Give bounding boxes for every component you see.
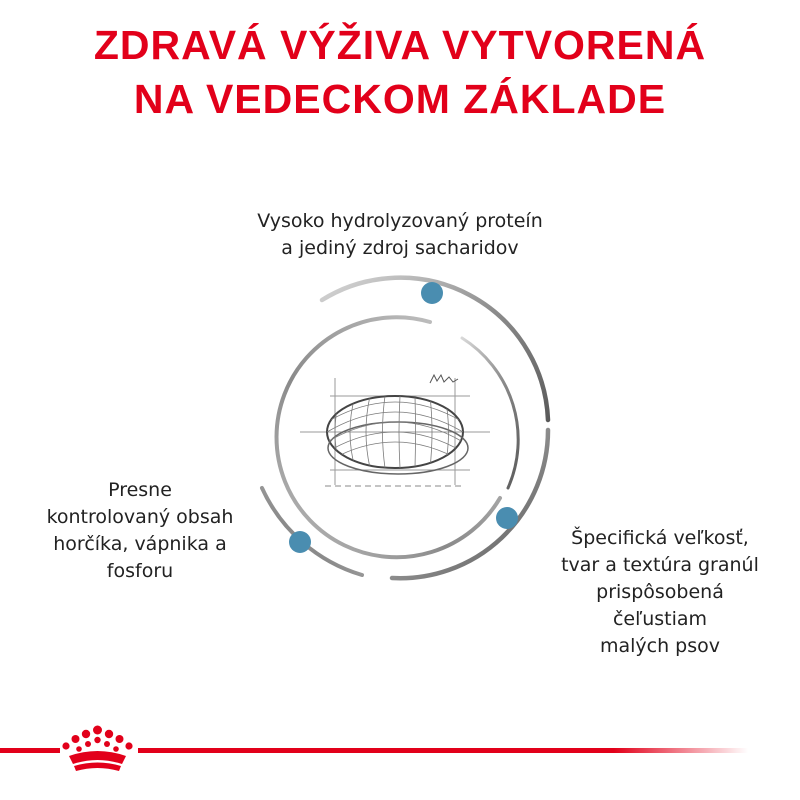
outer-ring-arc-left	[262, 488, 362, 575]
feature-left-line-1: Presne	[108, 479, 172, 501]
inner-ring-arc-left	[277, 317, 500, 557]
feature-right-text	[530, 525, 790, 660]
footer-line-left	[0, 748, 60, 753]
feature-right-line-5: malých psov	[599, 635, 721, 657]
headline-line-2: NA VEDECKOM ZÁKLADE	[133, 76, 667, 122]
feature-right-line-1: Špecifická veľkosť,	[571, 527, 749, 549]
feature-top-text	[230, 208, 570, 262]
feature-dot-left	[289, 531, 311, 553]
feature-left-line-3: horčíka, vápnika a	[53, 533, 227, 555]
feature-right-line-2: tvar a textúra granúl	[561, 554, 759, 576]
feature-left-line-4: fosforu	[106, 560, 174, 582]
headline-line-1: ZDRAVÁ VÝŽIVA VYTVORENÁ	[93, 22, 707, 68]
feature-right-line-4: čeľustiam	[612, 608, 708, 630]
feature-right-line-3: prispôsobená	[596, 581, 724, 603]
feature-dot-top	[421, 282, 443, 304]
feature-top-line-2: a jediný zdroj sacharidov	[281, 237, 519, 259]
feature-top-line-1: Vysoko hydrolyzovaný proteín	[257, 210, 543, 232]
royal-crown-logo	[55, 722, 140, 780]
inner-ring-arc-right	[462, 338, 518, 488]
feature-left-line-2: kontrolovaný obsah	[46, 506, 234, 528]
kibble-sketch-icon	[300, 375, 490, 486]
feature-dot-right	[496, 507, 518, 529]
footer-line-right	[138, 748, 748, 753]
feature-left-text	[20, 477, 260, 585]
